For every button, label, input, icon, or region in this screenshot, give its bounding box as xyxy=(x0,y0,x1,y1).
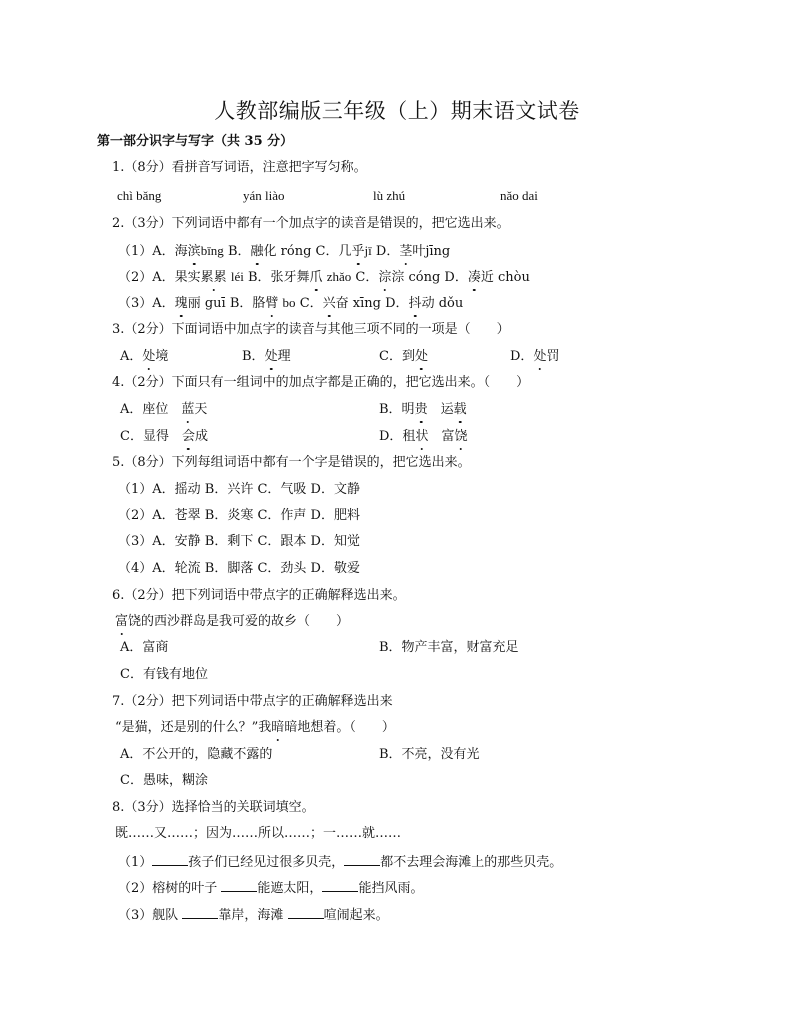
question-8-options: 既……又……；因为……所以……；一……就…… xyxy=(115,826,402,841)
pinyin-1: chì bǎng xyxy=(117,188,162,203)
question-6-sentence: 富饶的西沙群岛是我可爱的故乡（ ） xyxy=(115,614,350,629)
question-5-row-3: （3）A．安静 B．剩下 C．跟本 D．知觉 xyxy=(118,534,360,549)
question-8-item-1: （1） 孩子们已经见过很多贝壳， 都不去理会海滩上的那些贝壳。 xyxy=(118,855,563,870)
question-4-option-c: C．显得 会成 xyxy=(120,429,208,444)
question-5-row-4: （4）A．轮流 B．脚落 C．劲头 D．敬爱 xyxy=(118,561,360,576)
question-2-heading: 2.（3分）下列词语中都有一个加点字的读音是错误的，把它选出来。 xyxy=(112,216,510,231)
question-6-heading: 6.（2分）把下列词语中带点字的正确解释选出来。 xyxy=(112,588,406,603)
question-2-row-1: （1）A．海滨bīng B．融化 róng C．几乎jī D．茎叶jīng xyxy=(118,243,451,259)
question-3-option-c: C．到处 xyxy=(379,349,428,364)
question-5-heading: 5.（8分）下列每组词语中都有一个字是错误的，把它选出来。 xyxy=(112,455,471,470)
answer-blank[interactable] xyxy=(221,879,257,892)
question-4-heading: 4.（2分）下面只有一组词中的加点字都是正确的，把它选出来。（ ） xyxy=(112,375,530,390)
question-6-option-b: B．物产丰富，财富充足 xyxy=(379,640,519,655)
answer-blank[interactable] xyxy=(152,853,188,866)
question-4-option-a: A．座位 蓝天 xyxy=(120,402,208,417)
pinyin-4: nǎo dai xyxy=(500,188,538,203)
question-3-option-b: B．处理 xyxy=(242,349,291,364)
pinyin-3: lù zhú xyxy=(373,188,406,203)
answer-blank[interactable] xyxy=(344,853,380,866)
question-2-row-2: （2）A．果实累累 léi B．张牙舞爪 zhǎo C．淙淙 cóng D．凑近 chòu xyxy=(118,269,530,285)
page-title: 人教部编版三年级（上）期末语文试卷 xyxy=(214,99,580,123)
question-3-option-d: D．处罚 xyxy=(510,349,560,364)
question-8-item-3: （3）舰队 靠岸，海滩 喧闹起来。 xyxy=(118,908,389,923)
question-7-heading: 7.（2分）把下列词语中带点字的正确解释选出来 xyxy=(112,694,393,709)
question-1-heading: 1.（8分）看拼音写词语，注意把字写匀称。 xyxy=(112,160,367,175)
question-8-item-2: （2）榕树的叶子 能遮太阳， 能挡风雨。 xyxy=(118,881,424,896)
question-6-option-a: A．富商 xyxy=(120,640,169,655)
section-heading: 第一部分识字与写字（共 35 分） xyxy=(97,134,294,149)
question-8-heading: 8.（3分）选择恰当的关联词填空。 xyxy=(112,800,315,815)
answer-blank[interactable] xyxy=(322,879,358,892)
answer-blank[interactable] xyxy=(288,906,324,919)
question-7-option-a: A．不公开的，隐藏不露的 xyxy=(120,747,273,762)
answer-blank[interactable] xyxy=(182,906,218,919)
question-5-row-1: （1）A．摇动 B．兴许 C．气吸 D．文静 xyxy=(118,482,360,497)
question-3-option-a: A．处境 xyxy=(120,349,169,364)
question-4-option-d: D．租状 富饶 xyxy=(379,429,468,444)
question-3-heading: 3.（2分）下面词语中加点字的读音与其他三项不同的一项是（ ） xyxy=(112,322,510,337)
question-5-row-2: （2）A．苍翠 B．炎寒 C．作声 D．肥料 xyxy=(118,508,360,523)
question-2-row-3: （3）A．瑰丽 guī B．胳臂 bo C．兴奋 xīng D．抖动 dǒu xyxy=(118,295,464,311)
pinyin-2: yán liào xyxy=(243,188,285,203)
question-7-sentence: “是猫，还是别的什么？”我暗暗地想着。（ ） xyxy=(115,720,395,735)
question-7-option-b: B．不亮，没有光 xyxy=(379,747,480,762)
question-6-option-c: C．有钱有地位 xyxy=(120,667,208,682)
question-7-option-c: C．愚味，糊涂 xyxy=(120,773,208,788)
question-4-option-b: B．明贵 运载 xyxy=(379,402,467,417)
